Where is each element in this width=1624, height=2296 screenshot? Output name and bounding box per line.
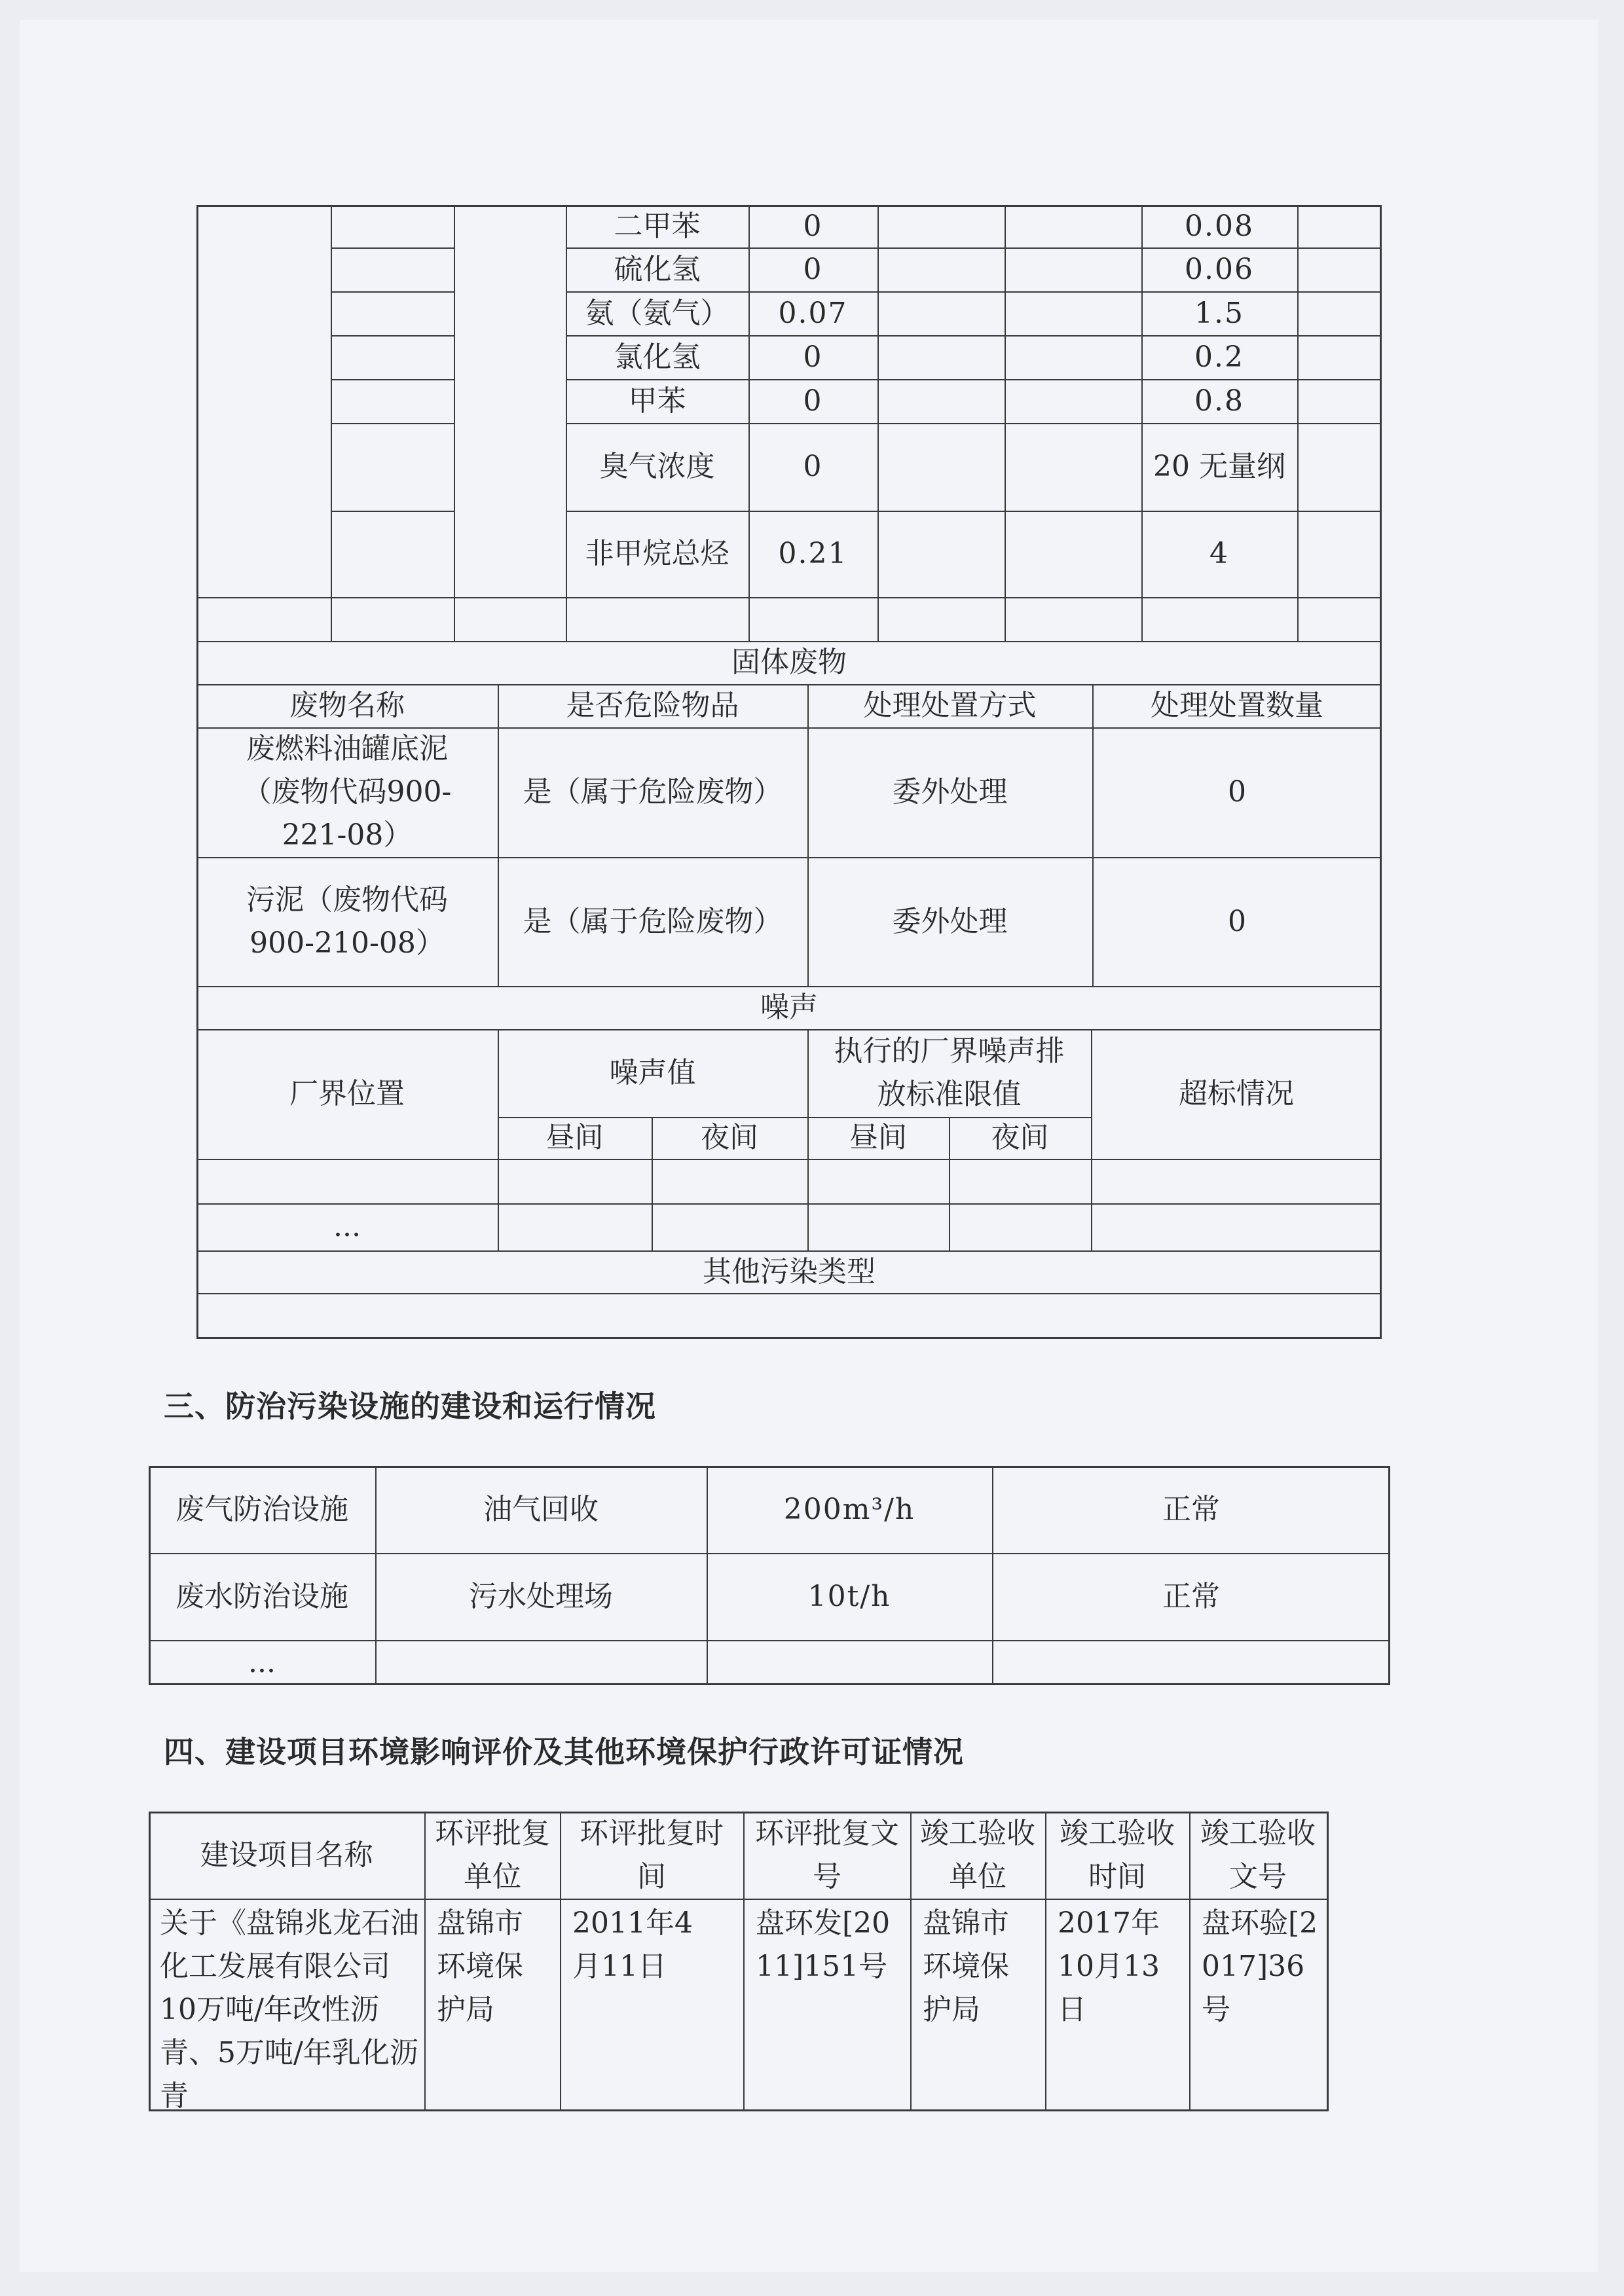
pollutant-value: 0 bbox=[803, 340, 823, 374]
solid-waste-name: 污泥（废物代码900-210-08） bbox=[246, 883, 448, 960]
pollutant-name: 氨（氨气） bbox=[585, 296, 729, 330]
permit-header: 建设项目名称 bbox=[200, 1838, 373, 1872]
noise-night-header: 夜间 bbox=[991, 1121, 1049, 1154]
pollutant-name: 甲苯 bbox=[628, 384, 686, 418]
solid-waste-name: 废燃料油罐底泥（废物代码900-221-08） bbox=[242, 732, 452, 852]
facility-type: 废水防治设施 bbox=[175, 1579, 348, 1613]
pollutant-limit: 0.08 bbox=[1185, 209, 1254, 243]
facility-capacity: 10t/h bbox=[807, 1579, 891, 1613]
permit-header: 竣工验收文号 bbox=[1200, 1816, 1316, 1893]
pollutant-limit: 0.06 bbox=[1185, 252, 1254, 286]
permit-project-name: 关于《盘锦兆龙石油化工发展有限公司10万吨/年改性沥青、5万吨/年乳化沥青 bbox=[160, 1906, 419, 2113]
pollutant-limit: 1.5 bbox=[1194, 296, 1244, 330]
permit-acceptor: 盘锦市环境保护局 bbox=[923, 1906, 1009, 2026]
solid-waste-method: 委外处理 bbox=[892, 904, 1008, 938]
noise-day-header: 昼间 bbox=[545, 1121, 604, 1154]
facility-status: 正常 bbox=[1162, 1579, 1220, 1613]
permit-approver: 盘锦市环境保护局 bbox=[437, 1906, 523, 2026]
permit-header: 环评批复时间 bbox=[580, 1816, 724, 1893]
solid-waste-qty: 0 bbox=[1228, 904, 1246, 938]
solid-waste-method: 委外处理 bbox=[892, 775, 1008, 809]
pollutant-limit: 0.8 bbox=[1194, 384, 1244, 418]
pollutant-name: 非甲烷总烃 bbox=[585, 537, 729, 570]
permit-header: 环评批复文号 bbox=[755, 1816, 899, 1893]
noise-ellipsis: ... bbox=[333, 1210, 361, 1243]
permit-approval-time: 2011年4月11日 bbox=[572, 1906, 693, 1983]
solid-waste-hazard: 是（属于危险废物） bbox=[523, 775, 783, 809]
permit-acceptance-no: 盘环验[2017]36号 bbox=[1202, 1906, 1318, 2026]
section4-title: 四、建设项目环境影响评价及其他环境保护行政许可证情况 bbox=[164, 1734, 964, 1770]
pollutant-value: 0 bbox=[803, 384, 823, 418]
pollutant-value: 0.07 bbox=[778, 296, 848, 330]
solid-waste-title: 固体废物 bbox=[731, 646, 847, 679]
solid-waste-hazard: 是（属于危险废物） bbox=[523, 904, 783, 938]
solid-waste-header: 废物名称 bbox=[289, 689, 405, 722]
facility-status: 正常 bbox=[1162, 1492, 1220, 1526]
facility-type: 废气防治设施 bbox=[175, 1492, 348, 1526]
solid-waste-header: 处理处置方式 bbox=[863, 689, 1037, 722]
facility-name: 污水处理场 bbox=[469, 1579, 613, 1613]
section3-title: 三、防治污染设施的建设和运行情况 bbox=[164, 1389, 656, 1424]
pollutant-value: 0 bbox=[803, 252, 823, 286]
noise-standard-header: 执行的厂界噪声排放标准限值 bbox=[834, 1034, 1065, 1111]
pollutant-name: 臭气浓度 bbox=[599, 450, 715, 483]
facility-name: 油气回收 bbox=[483, 1492, 599, 1526]
pollutant-name: 硫化氢 bbox=[614, 252, 701, 286]
pollutant-name: 氯化氢 bbox=[614, 340, 701, 374]
solid-waste-header: 是否危险物品 bbox=[566, 689, 739, 722]
solid-waste-header: 处理处置数量 bbox=[1151, 689, 1323, 722]
noise-location-header: 厂界位置 bbox=[289, 1077, 405, 1110]
pollutant-limit: 20 无量纲 bbox=[1153, 450, 1285, 483]
permit-header: 竣工验收单位 bbox=[920, 1816, 1035, 1893]
other-pollution-title: 其他污染类型 bbox=[703, 1254, 876, 1288]
noise-night-header: 夜间 bbox=[701, 1121, 758, 1154]
noise-title: 噪声 bbox=[760, 991, 818, 1024]
noise-value-header: 噪声值 bbox=[609, 1056, 696, 1089]
pollutant-name: 二甲苯 bbox=[614, 209, 701, 243]
pollutant-limit: 0.2 bbox=[1194, 340, 1244, 374]
pollutant-limit: 4 bbox=[1209, 537, 1229, 570]
pollutant-value: 0 bbox=[803, 209, 823, 243]
permit-header: 环评批复单位 bbox=[435, 1816, 550, 1893]
noise-exceed-header: 超标情况 bbox=[1179, 1077, 1294, 1110]
facility-capacity: 200m³/h bbox=[783, 1492, 915, 1526]
facility-ellipsis: ... bbox=[248, 1645, 276, 1679]
solid-waste-qty: 0 bbox=[1228, 775, 1246, 809]
pollutant-value: 0.21 bbox=[778, 537, 848, 570]
noise-day-header: 昼间 bbox=[849, 1121, 907, 1154]
pollutant-value: 0 bbox=[803, 450, 823, 483]
permit-approval-no: 盘环发[2011]151号 bbox=[756, 1906, 891, 1983]
permit-header: 竣工验收时间 bbox=[1060, 1816, 1175, 1893]
permit-acceptance-time: 2017年10月13日 bbox=[1058, 1906, 1160, 2026]
